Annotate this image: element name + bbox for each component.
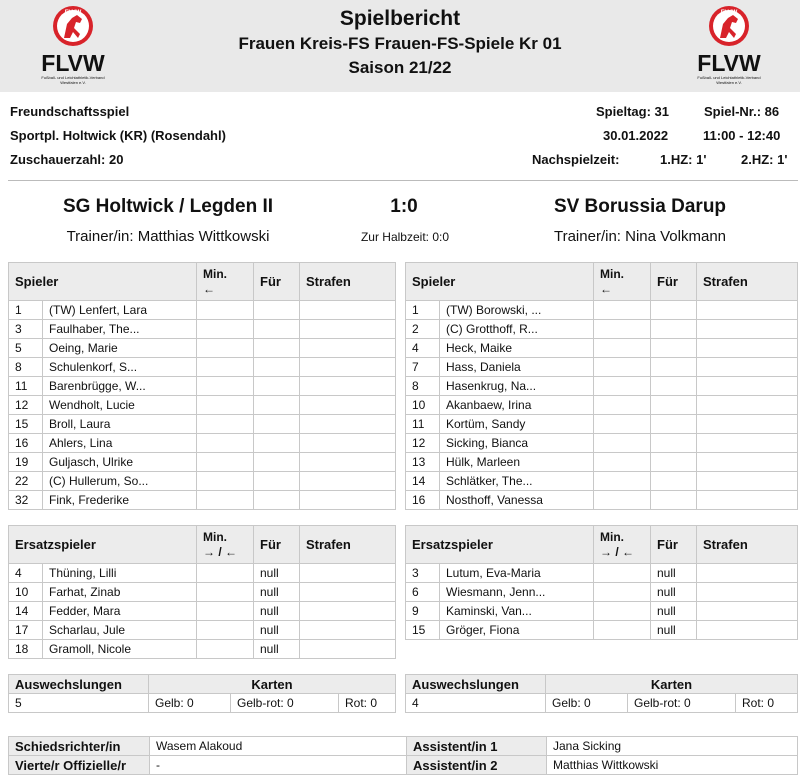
player-name: Hass, Daniela (440, 358, 594, 377)
fuer-cell: null (254, 583, 300, 602)
final-score: 1:0 (390, 196, 418, 217)
matchday: Spieltag: 31 (596, 104, 669, 119)
col-sub: Ersatzspieler (406, 526, 594, 564)
table-row (9, 415, 396, 434)
table-row (9, 377, 396, 396)
player-name: Kaminski, Van... (440, 602, 594, 621)
match-number: Spiel-Nr.: 86 (704, 104, 780, 119)
fuer-cell (651, 301, 697, 320)
strafen-cell (697, 621, 798, 640)
col-fuer: Für (651, 526, 697, 564)
spectators: Zuschauerzahl: 20 (10, 152, 124, 167)
home-subs-table (8, 525, 396, 659)
away-sub-count: 4 (406, 694, 546, 713)
player-number: 12 (9, 396, 43, 415)
season-title: Saison 21/22 (348, 58, 452, 77)
fourth-official-label: Vierte/r Offizielle/r (9, 756, 150, 775)
table-row (9, 301, 396, 320)
table-row (9, 583, 396, 602)
player-name: Scharlau, Jule (43, 621, 197, 640)
player-number: 19 (9, 453, 43, 472)
player-name: Gramoll, Nicole (43, 640, 197, 659)
minute-cell (197, 415, 254, 434)
logo-text: FLVW (697, 50, 761, 76)
player-name: Guljasch, Ulrike (43, 453, 197, 472)
player-number: 15 (406, 621, 440, 640)
minute-cell (197, 396, 254, 415)
player-name: (C) Grotthoff, R... (440, 320, 594, 339)
officials-table (8, 736, 798, 775)
assistant1-label: Assistent/in 1 (407, 737, 547, 756)
strafen-cell (697, 358, 798, 377)
player-name: Barenbrügge, W... (43, 377, 197, 396)
fuer-cell (651, 434, 697, 453)
table-row (406, 377, 798, 396)
player-number: 16 (406, 491, 440, 510)
col-fuer: Für (651, 263, 697, 301)
player-number: 2 (406, 320, 440, 339)
minute-cell (197, 377, 254, 396)
player-name: Hasenkrug, Na... (440, 377, 594, 396)
player-number: 4 (406, 339, 440, 358)
table-row (9, 602, 396, 621)
player-name: Schulenkorf, S... (43, 358, 197, 377)
logo-subtitle: Fußball- und Leichtathletik-Verband Westfalen e.V. (41, 75, 105, 85)
strafen-cell (300, 377, 396, 396)
table-row (406, 415, 798, 434)
assistant2-label: Assistent/in 2 (407, 756, 547, 775)
player-number: 17 (9, 621, 43, 640)
player-number: 13 (406, 453, 440, 472)
minute-cell (594, 339, 651, 358)
player-number: 5 (9, 339, 43, 358)
fuer-cell (651, 415, 697, 434)
fuer-cell: null (651, 621, 697, 640)
logo-text: FLVW (41, 50, 105, 76)
player-number: 4 (9, 564, 43, 583)
player-name: Akanbaew, Irina (440, 396, 594, 415)
player-number: 10 (9, 583, 43, 602)
minute-cell (197, 339, 254, 358)
table-row (406, 602, 798, 621)
fourth-official-name: - (150, 756, 407, 775)
assistant2-name: Matthias Wittkowski (547, 756, 798, 775)
table-row (406, 621, 798, 640)
player-number: 1 (9, 301, 43, 320)
home-red: Rot: 0 (339, 694, 396, 713)
minute-cell (197, 583, 254, 602)
minute-cell (197, 640, 254, 659)
strafen-cell (697, 377, 798, 396)
col-karten: Karten (149, 675, 396, 694)
player-name: Thüning, Lilli (43, 564, 197, 583)
logo-subtitle: Fußball- und Leichtathletik-Verband Westfalen e.V. (697, 75, 761, 85)
fuer-cell (254, 301, 300, 320)
col-karten: Karten (546, 675, 798, 694)
minute-cell (594, 301, 651, 320)
minute-cell (594, 377, 651, 396)
table-row (406, 358, 798, 377)
home-sub-count: 5 (9, 694, 149, 713)
fuer-cell (254, 396, 300, 415)
fuer-cell (651, 453, 697, 472)
extra-time-label: Nachspielzeit: (532, 152, 620, 167)
strafen-cell (697, 583, 798, 602)
player-name: (TW) Borowski, ... (440, 301, 594, 320)
table-row (9, 472, 396, 491)
divider (8, 180, 798, 181)
player-number: 11 (9, 377, 43, 396)
strafen-cell (300, 491, 396, 510)
away-cards-table (405, 674, 798, 713)
table-row (406, 301, 798, 320)
table-row (9, 434, 396, 453)
extra-time-second-half: 2.HZ: 1' (741, 152, 788, 167)
strafen-cell (697, 602, 798, 621)
player-number: 14 (406, 472, 440, 491)
table-row (406, 396, 798, 415)
player-number: 22 (9, 472, 43, 491)
table-row (406, 491, 798, 510)
col-min: Min. ← (197, 263, 254, 301)
home-players-table (8, 262, 396, 510)
strafen-cell (300, 472, 396, 491)
strafen-cell (300, 602, 396, 621)
table-row (9, 339, 396, 358)
table-row (9, 640, 396, 659)
minute-cell (594, 602, 651, 621)
col-strafen: Strafen (697, 526, 798, 564)
minute-cell (594, 434, 651, 453)
strafen-cell (300, 415, 396, 434)
strafen-cell (697, 472, 798, 491)
player-name: Wendholt, Lucie (43, 396, 197, 415)
fuer-cell (651, 358, 697, 377)
minute-cell (594, 583, 651, 602)
match-date: 30.01.2022 (603, 128, 669, 143)
col-player: Spieler (9, 263, 197, 301)
strafen-cell (697, 434, 798, 453)
fuer-cell (651, 491, 697, 510)
player-name: (C) Hullerum, So... (43, 472, 197, 491)
away-subs-table (405, 525, 798, 640)
col-fuer: Für (254, 526, 300, 564)
strafen-cell (300, 301, 396, 320)
player-name: Heck, Maike (440, 339, 594, 358)
minute-cell (594, 621, 651, 640)
fuer-cell (254, 472, 300, 491)
fuer-cell (254, 339, 300, 358)
player-name: Fedder, Mara (43, 602, 197, 621)
col-sub: Ersatzspieler (9, 526, 197, 564)
player-name: Hülk, Marleen (440, 453, 594, 472)
fuer-cell (254, 415, 300, 434)
fuer-cell: null (254, 640, 300, 659)
strafen-cell (697, 301, 798, 320)
player-name: Sicking, Bianca (440, 434, 594, 453)
player-name: Ahlers, Lina (43, 434, 197, 453)
player-number: 32 (9, 491, 43, 510)
player-number: 3 (9, 320, 43, 339)
col-min: Min. ← (594, 263, 651, 301)
table-row (9, 621, 396, 640)
strafen-cell (697, 453, 798, 472)
strafen-cell (300, 640, 396, 659)
player-number: 18 (9, 640, 43, 659)
strafen-cell (300, 434, 396, 453)
away-yellow-red: Gelb-rot: 0 (628, 694, 736, 713)
strafen-cell (697, 491, 798, 510)
strafen-cell (300, 453, 396, 472)
report-title-block (0, 6, 800, 80)
player-number: 1 (406, 301, 440, 320)
fuer-cell (254, 491, 300, 510)
strafen-cell (300, 621, 396, 640)
away-yellow: Gelb: 0 (546, 694, 628, 713)
fuer-cell (254, 320, 300, 339)
minute-cell (594, 472, 651, 491)
venue: Sportpl. Holtwick (KR) (Rosendahl) (10, 128, 226, 143)
table-row (9, 396, 396, 415)
player-name: Oeing, Marie (43, 339, 197, 358)
col-min: Min. → / ← (594, 526, 651, 564)
fuer-cell (254, 453, 300, 472)
fuer-cell: null (651, 564, 697, 583)
table-row (406, 453, 798, 472)
minute-cell (197, 358, 254, 377)
away-red: Rot: 0 (736, 694, 798, 713)
col-min: Min. → / ← (197, 526, 254, 564)
player-number: 8 (406, 377, 440, 396)
player-name: Broll, Laura (43, 415, 197, 434)
player-number: 12 (406, 434, 440, 453)
player-name: Farhat, Zinab (43, 583, 197, 602)
strafen-cell (300, 583, 396, 602)
minute-cell (594, 396, 651, 415)
player-name: Fink, Frederike (43, 491, 197, 510)
player-name: (TW) Lenfert, Lara (43, 301, 197, 320)
strafen-cell (697, 564, 798, 583)
minute-cell (594, 453, 651, 472)
halftime-score: Zur Halbzeit: 0:0 (360, 230, 450, 244)
strafen-cell (300, 320, 396, 339)
fuer-cell (651, 339, 697, 358)
player-number: 10 (406, 396, 440, 415)
strafen-cell (300, 564, 396, 583)
table-row (406, 564, 798, 583)
minute-cell (197, 320, 254, 339)
logo-badge-text: FLVW (720, 10, 738, 16)
table-row (406, 434, 798, 453)
player-name: Schlätker, The... (440, 472, 594, 491)
col-strafen: Strafen (697, 263, 798, 301)
away-team: SV Borussia Darup (553, 196, 727, 217)
away-trainer: Trainer/in: Nina Volkmann (553, 228, 727, 245)
fuer-cell: null (651, 583, 697, 602)
table-row (406, 583, 798, 602)
home-cards-table (8, 674, 396, 713)
fuer-cell: null (254, 602, 300, 621)
logo-badge-text: FLVW (64, 10, 82, 16)
player-number: 3 (406, 564, 440, 583)
strafen-cell (697, 396, 798, 415)
player-name: Kortüm, Sandy (440, 415, 594, 434)
col-auswechslungen: Auswechslungen (406, 675, 546, 694)
home-team: SG Holtwick / Legden II (62, 196, 274, 217)
extra-time-first-half: 1.HZ: 1' (660, 152, 707, 167)
col-strafen: Strafen (300, 526, 396, 564)
player-number: 15 (9, 415, 43, 434)
table-row (9, 358, 396, 377)
fuer-cell (254, 358, 300, 377)
minute-cell (594, 358, 651, 377)
strafen-cell (300, 396, 396, 415)
player-number: 6 (406, 583, 440, 602)
fuer-cell (651, 377, 697, 396)
minute-cell (197, 301, 254, 320)
minute-cell (197, 472, 254, 491)
referee-label: Schiedsrichter/in (9, 737, 150, 756)
player-name: Gröger, Fiona (440, 621, 594, 640)
minute-cell (594, 491, 651, 510)
player-number: 7 (406, 358, 440, 377)
col-player: Spieler (406, 263, 594, 301)
player-number: 11 (406, 415, 440, 434)
table-row (9, 320, 396, 339)
strafen-cell (300, 358, 396, 377)
fuer-cell: null (254, 564, 300, 583)
strafen-cell (697, 415, 798, 434)
match-type: Freundschaftsspiel (10, 104, 130, 119)
player-name: Lutum, Eva-Maria (440, 564, 594, 583)
referee-name: Wasem Alakoud (150, 737, 407, 756)
table-row (9, 564, 396, 583)
minute-cell (197, 453, 254, 472)
table-row (406, 339, 798, 358)
fuer-cell (254, 434, 300, 453)
assistant1-name: Jana Sicking (547, 737, 798, 756)
player-name: Nosthoff, Vanessa (440, 491, 594, 510)
table-row (9, 491, 396, 510)
col-fuer: Für (254, 263, 300, 301)
table-row (9, 453, 396, 472)
fuer-cell: null (254, 621, 300, 640)
col-auswechslungen: Auswechslungen (9, 675, 149, 694)
player-number: 9 (406, 602, 440, 621)
player-number: 8 (9, 358, 43, 377)
minute-cell (594, 415, 651, 434)
player-number: 14 (9, 602, 43, 621)
page-title: Spielbericht (339, 7, 461, 30)
league-title: Frauen Kreis-FS Frauen-FS-Spiele Kr 01 (238, 34, 562, 53)
minute-cell (197, 621, 254, 640)
table-row (406, 472, 798, 491)
fuer-cell (651, 472, 697, 491)
strafen-cell (697, 320, 798, 339)
strafen-cell (697, 339, 798, 358)
minute-cell (197, 434, 254, 453)
minute-cell (197, 491, 254, 510)
minute-cell (594, 564, 651, 583)
minute-cell (197, 564, 254, 583)
col-strafen: Strafen (300, 263, 396, 301)
strafen-cell (300, 339, 396, 358)
player-name: Wiesmann, Jenn... (440, 583, 594, 602)
fuer-cell (254, 377, 300, 396)
match-time: 11:00 - 12:40 (703, 128, 781, 143)
fuer-cell: null (651, 602, 697, 621)
minute-cell (197, 602, 254, 621)
player-number: 16 (9, 434, 43, 453)
minute-cell (594, 320, 651, 339)
home-yellow-red: Gelb-rot: 0 (231, 694, 339, 713)
table-row (406, 320, 798, 339)
player-name: Faulhaber, The... (43, 320, 197, 339)
fuer-cell (651, 320, 697, 339)
fuer-cell (651, 396, 697, 415)
home-trainer: Trainer/in: Matthias Wittkowski (66, 228, 270, 245)
away-players-table (405, 262, 798, 510)
home-yellow: Gelb: 0 (149, 694, 231, 713)
